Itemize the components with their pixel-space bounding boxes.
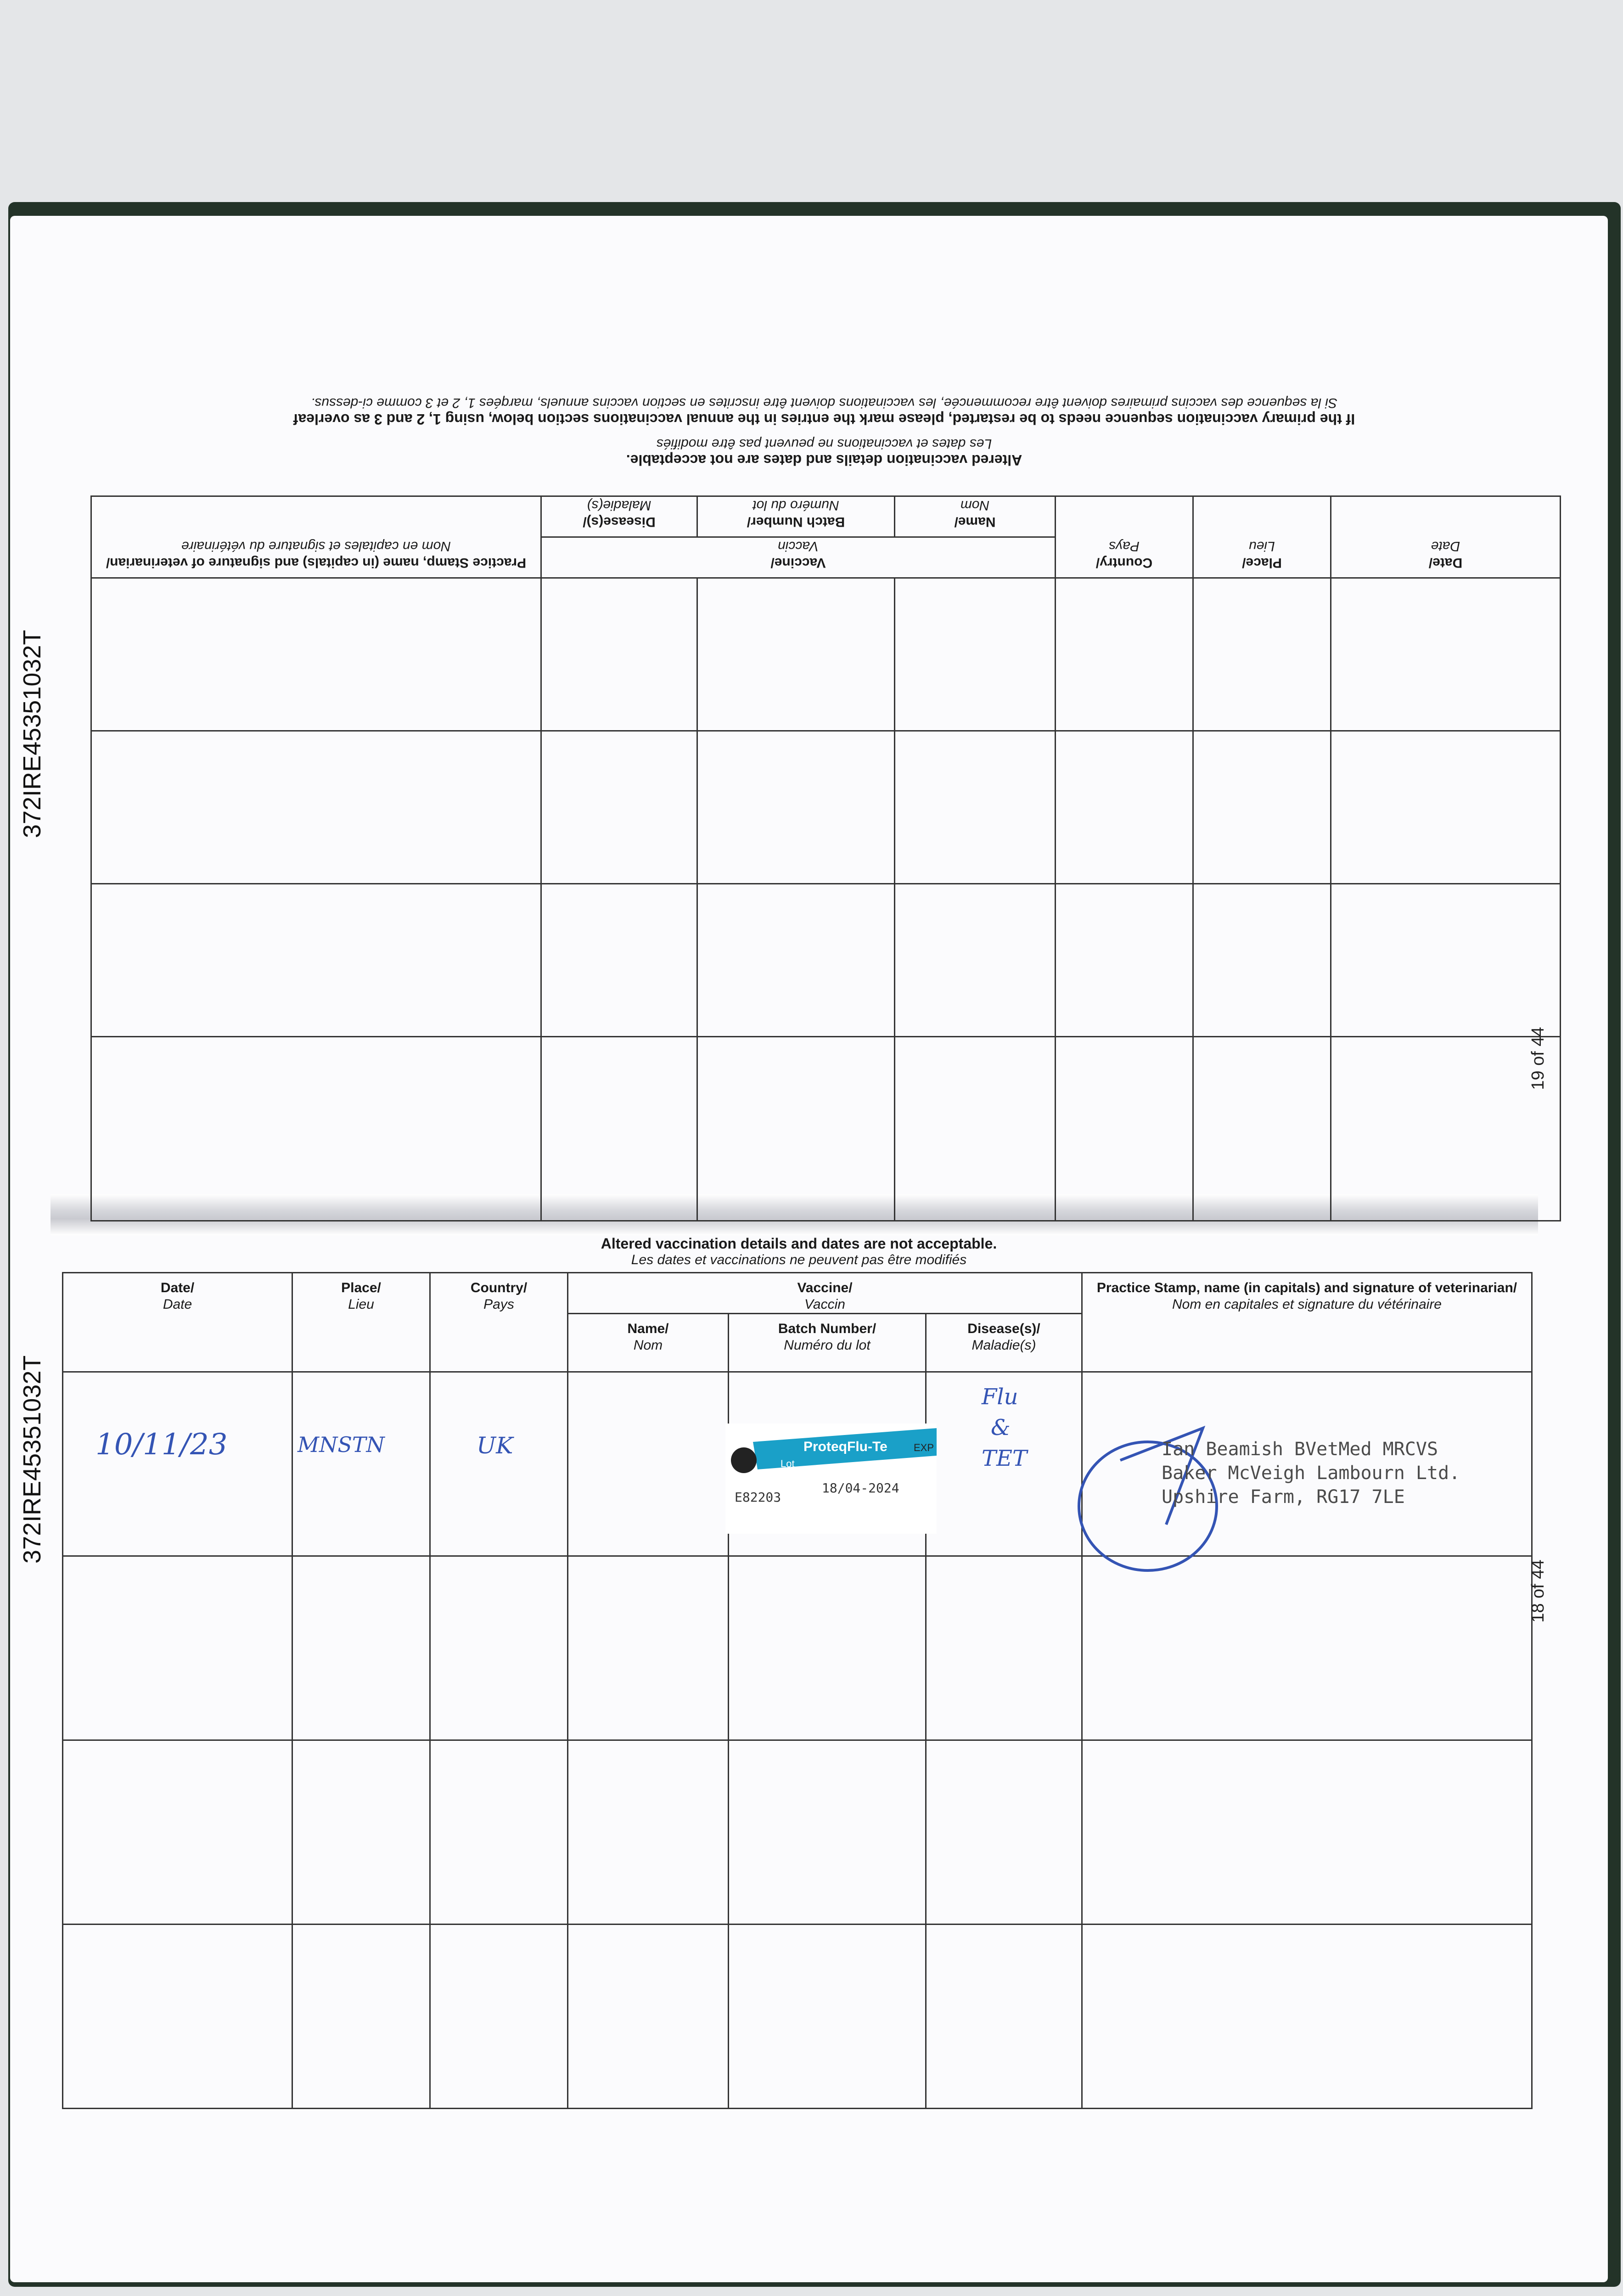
page-18-table bbox=[62, 1272, 1533, 2109]
restart-notice-fr: Si la sequence des vaccins primaires doivent être recommencée, les vaccinations doivent être inscrites en section vaccins annuels, marqées 1, 2 et 3 comme ci-dessus. bbox=[310, 395, 1338, 411]
label-expiry-date: 18/04-2024 bbox=[822, 1480, 899, 1496]
table-cell bbox=[1056, 884, 1193, 1037]
table-cell bbox=[1056, 731, 1193, 884]
horse-logo-icon bbox=[731, 1447, 757, 1473]
altered-notice-fr: Les dates et vaccinations ne peuvent pas être modifiés bbox=[656, 436, 992, 451]
page-19-notice bbox=[80, 395, 1568, 468]
table-cell bbox=[926, 1740, 1082, 1925]
table-cell bbox=[541, 1037, 697, 1221]
table-cell bbox=[1331, 1037, 1561, 1221]
restart-notice-en: If the primary vaccination sequence needs to be restarted, please mark the entries in the annual vaccinations section below, using 1, 2 and 3 as overleaf bbox=[293, 411, 1355, 428]
disease-3: TET bbox=[982, 1446, 1028, 1472]
entry-place-cell bbox=[292, 1372, 430, 1556]
pet-id-label: 372IRE45351032T bbox=[18, 1355, 46, 1564]
page-19-content bbox=[0, 248, 1623, 1203]
table-cell bbox=[91, 1037, 541, 1221]
table-cell bbox=[697, 884, 895, 1037]
table-cell bbox=[1193, 884, 1331, 1037]
table-cell bbox=[292, 1925, 430, 2109]
table-cell bbox=[63, 1925, 292, 2109]
table-cell bbox=[63, 1740, 292, 1925]
pet-id-label: 372IRE45351032T bbox=[18, 630, 46, 838]
label-batch-number: E82203 bbox=[735, 1490, 781, 1505]
page-18 bbox=[0, 1212, 1623, 2282]
table-cell bbox=[541, 578, 697, 731]
stamp-line-2: Baker McVeigh Lambourn Ltd. bbox=[1162, 1463, 1460, 1484]
label-lot: Lot bbox=[781, 1458, 795, 1469]
header-vaccine: Vaccine/ Vaccin bbox=[568, 1273, 1082, 1314]
altered-notice-en: Altered vaccination details and dates are not acceptable. bbox=[626, 452, 1022, 468]
table-cell bbox=[63, 1556, 292, 1740]
page-19 bbox=[0, 248, 1623, 1203]
header-place: Place/ Lieu bbox=[1193, 496, 1331, 578]
table-cell bbox=[697, 1037, 895, 1221]
table-cell bbox=[1056, 1037, 1193, 1221]
table-cell bbox=[91, 731, 541, 884]
table-cell bbox=[729, 1740, 926, 1925]
table-cell bbox=[430, 1556, 568, 1740]
table-cell bbox=[292, 1556, 430, 1740]
header-place: Place/ Lieu bbox=[292, 1273, 430, 1372]
header-country: Country/ Pays bbox=[430, 1273, 568, 1372]
header-stamp: Practice Stamp, name (in capitals) and signature of veterinarian/ Nom en capitales et signature du vétérinaire bbox=[91, 496, 541, 578]
stamp-line-1: Ian Beamish BVetMed MRCVS bbox=[1162, 1439, 1438, 1460]
entry-disease-cell bbox=[926, 1372, 1082, 1556]
table-cell bbox=[430, 1925, 568, 2109]
label-exp: EXP bbox=[914, 1442, 934, 1453]
entry-date: 10/11/23 bbox=[95, 1428, 228, 1462]
header-batch: Batch Number/ Numéro du lot bbox=[729, 1314, 926, 1372]
table-cell bbox=[895, 1037, 1056, 1221]
table-cell bbox=[895, 884, 1056, 1037]
altered-notice-fr: Les dates et vaccinations ne peuvent pas être modifiés bbox=[631, 1252, 967, 1267]
header-disease: Disease(s)/ Maladie(s) bbox=[926, 1314, 1082, 1372]
table-cell bbox=[568, 1925, 729, 2109]
entry-place: MNSTN bbox=[298, 1432, 385, 1457]
table-cell bbox=[91, 578, 541, 731]
table-cell bbox=[1082, 1925, 1532, 2109]
table-cell bbox=[895, 578, 1056, 731]
table-cell bbox=[1331, 731, 1561, 884]
entry-date-cell bbox=[63, 1372, 292, 1556]
table-cell bbox=[1082, 1556, 1532, 1740]
table-cell bbox=[1193, 731, 1331, 884]
page-number-18: 18 of 44 bbox=[1528, 1559, 1548, 1623]
table-cell bbox=[1056, 578, 1193, 731]
table-cell bbox=[1331, 884, 1561, 1037]
header-date: Date/ Date bbox=[63, 1273, 292, 1372]
label-brand: ProteqFlu-Te bbox=[803, 1439, 887, 1454]
table-cell bbox=[1331, 578, 1561, 731]
header-disease: Disease(s)/ Maladie(s) bbox=[541, 496, 697, 537]
disease-1: Flu bbox=[982, 1384, 1018, 1410]
table-cell bbox=[568, 1740, 729, 1925]
page-18-notice bbox=[55, 1235, 1543, 1268]
table-cell bbox=[729, 1925, 926, 2109]
altered-notice-en: Altered vaccination details and dates are not acceptable. bbox=[601, 1235, 997, 1252]
entry-country-cell bbox=[430, 1372, 568, 1556]
table-cell bbox=[1193, 578, 1331, 731]
vaccine-label-sticker bbox=[725, 1424, 937, 1534]
table-cell bbox=[430, 1740, 568, 1925]
disease-2: & bbox=[991, 1415, 1011, 1441]
table-cell bbox=[541, 884, 697, 1037]
table-cell bbox=[895, 731, 1056, 884]
entry-country: UK bbox=[477, 1432, 513, 1459]
table-cell bbox=[541, 731, 697, 884]
header-vaccine: Vaccine/ Vaccin bbox=[541, 537, 1056, 578]
header-stamp: Practice Stamp, name (in capitals) and signature of veterinarian/ Nom en capitales et signature du vétérinaire bbox=[1082, 1273, 1532, 1372]
header-country: Country/ Pays bbox=[1056, 496, 1193, 578]
header-batch: Batch Number/ Numéro du lot bbox=[697, 496, 895, 537]
page-number-19: 19 of 44 bbox=[1528, 1027, 1548, 1090]
table-cell bbox=[292, 1740, 430, 1925]
table-cell bbox=[926, 1925, 1082, 2109]
table-cell bbox=[1082, 1740, 1532, 1925]
page-19-table bbox=[90, 495, 1561, 1221]
table-cell bbox=[568, 1556, 729, 1740]
header-name: Name/ Nom bbox=[568, 1314, 729, 1372]
header-date: Date/ Date bbox=[1331, 496, 1561, 578]
table-cell bbox=[1193, 1037, 1331, 1221]
practice-stamp bbox=[1162, 1437, 1460, 1509]
table-cell bbox=[91, 884, 541, 1037]
table-cell bbox=[926, 1556, 1082, 1740]
entry-diseases bbox=[982, 1382, 1027, 1474]
table-cell bbox=[729, 1556, 926, 1740]
table-cell bbox=[697, 731, 895, 884]
header-name: Name/ Nom bbox=[895, 496, 1056, 537]
table-cell bbox=[697, 578, 895, 731]
entry-name-cell bbox=[568, 1372, 729, 1556]
stamp-line-3: Upshire Farm, RG17 7LE bbox=[1162, 1486, 1405, 1508]
